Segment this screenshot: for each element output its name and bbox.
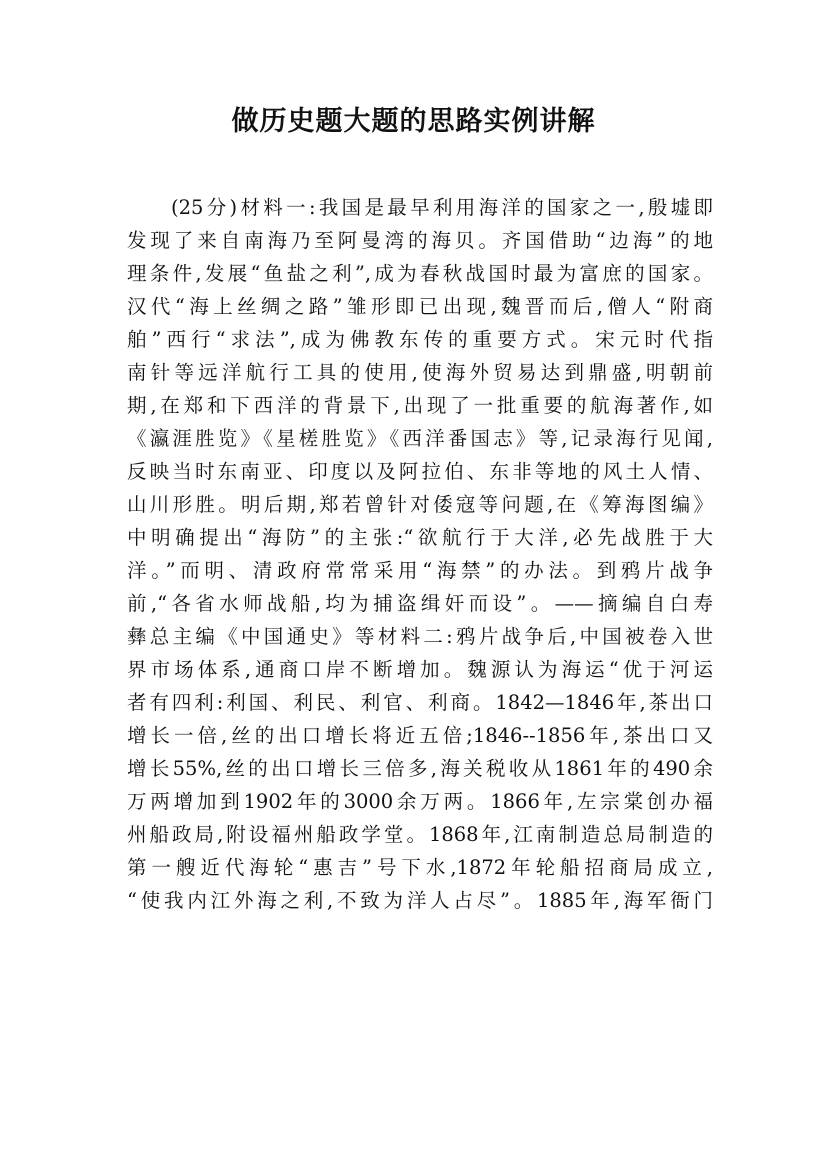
body-line: 反映当时东南亚、印度以及阿拉伯、东非等地的风土人情、 xyxy=(127,460,713,483)
body-line: 界市场体系,通商口岸不断增加。魏源认为海运“优于河运 xyxy=(127,658,713,681)
body-line: 汉代“海上丝绸之路”雏形即已出现,魏晋而后,僧人“附商 xyxy=(127,295,713,318)
body-line: 州船政局,附设福州船政学堂。1868年,江南制造总局制造的 xyxy=(127,823,713,846)
body-line: 洋。”而明、清政府常常采用“海禁”的办法。到鸦片战争 xyxy=(127,559,713,582)
body-line: 者有四利:利国、利民、利官、利商。1842—1846年,茶出口 xyxy=(127,691,713,714)
body-line: 彝总主编《中国通史》等材料二:鸦片战争后,中国被卷入世 xyxy=(127,625,713,648)
body-line: 前,“各省水师战船,均为捕盗缉奸而设”。——摘编自白寿 xyxy=(127,592,713,615)
body-line: (25分)材料一:我国是最早利用海洋的国家之一,殷墟即 xyxy=(171,196,713,219)
body-line: 增长一倍,丝的出口增长将近五倍;1846--1856年,茶出口又 xyxy=(127,724,713,747)
body-line: 舶”西行“求法”,成为佛教东传的重要方式。宋元时代指 xyxy=(127,328,713,351)
body-line: 山川形胜。明后期,郑若曾针对倭寇等问题,在《筹海图编》 xyxy=(127,493,713,516)
body-line: 中明确提出“海防”的主张:“欲航行于大洋,必先战胜于大 xyxy=(127,526,713,549)
body-line: 期,在郑和下西洋的背景下,出现了一批重要的航海著作,如 xyxy=(127,394,713,417)
body-line: 增长55%,丝的出口增长三倍多,海关税收从1861年的490余 xyxy=(127,757,713,780)
body-line: 第一艘近代海轮“惠吉”号下水,1872年轮船招商局成立, xyxy=(127,856,713,879)
body-line: 万两增加到1902年的3000余万两。1866年,左宗棠创办福 xyxy=(127,790,713,813)
body-line: 理条件,发展“鱼盐之利”,成为春秋战国时最为富庶的国家。 xyxy=(127,262,713,285)
document-body xyxy=(127,191,713,917)
body-line: 发现了来自南海乃至阿曼湾的海贝。齐国借助“边海”的地 xyxy=(127,229,713,252)
body-line: “使我内江外海之利,不致为洋人占尽”。1885年,海军衙门 xyxy=(127,889,713,912)
body-line: 南针等远洋航行工具的使用,使海外贸易达到鼎盛,明朝前 xyxy=(127,361,713,384)
document-title: 做历史题大题的思路实例讲解 xyxy=(231,106,596,137)
body-line: 《瀛涯胜览》《星槎胜览》《西洋番国志》等,记录海行见闻, xyxy=(127,427,713,450)
